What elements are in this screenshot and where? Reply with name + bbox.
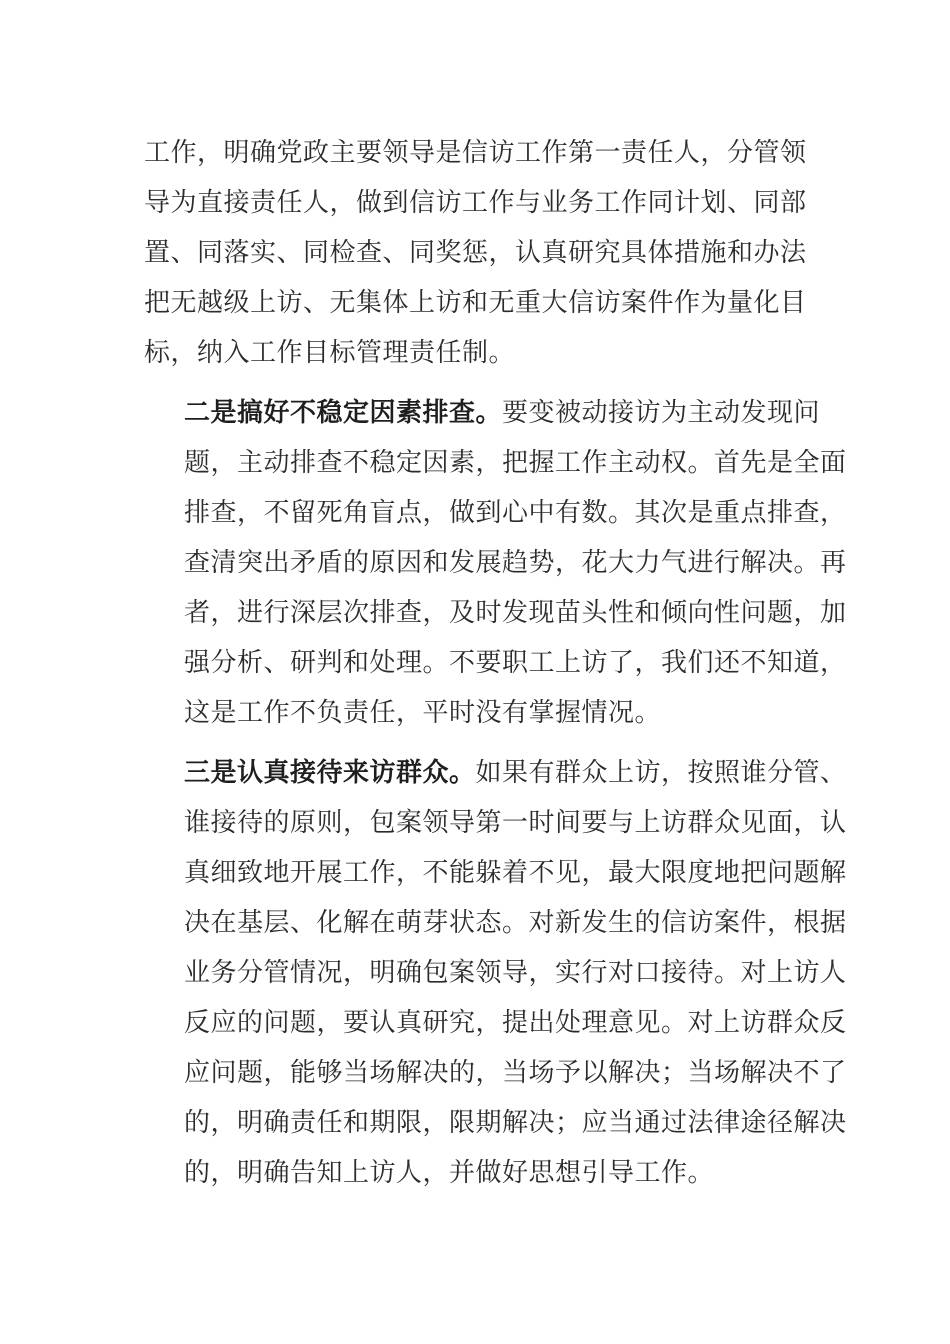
text-line: 把无越级上访、无集体上访和无重大信访案件作为量化目	[144, 288, 807, 318]
text-run: 要变被动接访为主动发现问	[502, 398, 821, 428]
paragraph-1	[144, 128, 808, 378]
text-line: 标，纳入工作目标管理责任制。	[144, 338, 516, 368]
text-line: 工作，明确党政主要领导是信访工作第一责任人，分管领	[144, 138, 807, 168]
document-page	[144, 128, 847, 1198]
text-line: 应问题，能够当场解决的，当场予以解决；当场解决不了	[184, 1058, 847, 1088]
text-line: 强分析、研判和处理。不要职工上访了，我们还不知道，	[184, 648, 847, 678]
text-run: 如果有群众上访，按照谁分管、	[475, 758, 847, 788]
text-line: 置、同落实、同检查、同奖惩，认真研究具体措施和办法	[144, 238, 807, 268]
text-line: 题，主动排查不稳定因素，把握工作主动权。首先是全面	[184, 448, 847, 478]
text-line: 反应的问题，要认真研究，提出处理意见。对上访群众反	[184, 1008, 847, 1038]
text-line: 真细致地开展工作，不能躲着不见，最大限度地把问题解	[184, 858, 847, 888]
text-line: 排查，不留死角盲点，做到心中有数。其次是重点排查，	[184, 498, 847, 528]
text-line	[144, 388, 821, 438]
text-line: 的，明确告知上访人，并做好思想引导工作。	[184, 1158, 715, 1188]
section-heading: 二是搞好不稳定因素排查。	[184, 398, 503, 428]
text-line	[144, 748, 847, 798]
paragraph-3	[144, 748, 847, 1198]
paragraph-2	[144, 388, 847, 738]
text-line: 决在基层、化解在萌芽状态。对新发生的信访案件，根据	[184, 908, 847, 938]
text-line: 的，明确责任和期限，限期解决；应当通过法律途径解决	[184, 1108, 847, 1138]
text-line: 查清突出矛盾的原因和发展趋势，花大力气进行解决。再	[184, 548, 847, 578]
text-line: 这是工作不负责任，平时没有掌握情况。	[184, 698, 662, 728]
section-heading: 三是认真接待来访群众。	[184, 758, 476, 788]
text-line: 谁接待的原则，包案领导第一时间要与上访群众见面，认	[184, 808, 847, 838]
text-line: 导为直接责任人，做到信访工作与业务工作同计划、同部	[144, 188, 807, 218]
text-line: 者，进行深层次排查，及时发现苗头性和倾向性问题，加	[184, 598, 847, 628]
text-line: 业务分管情况，明确包案领导，实行对口接待。对上访人	[184, 958, 847, 988]
